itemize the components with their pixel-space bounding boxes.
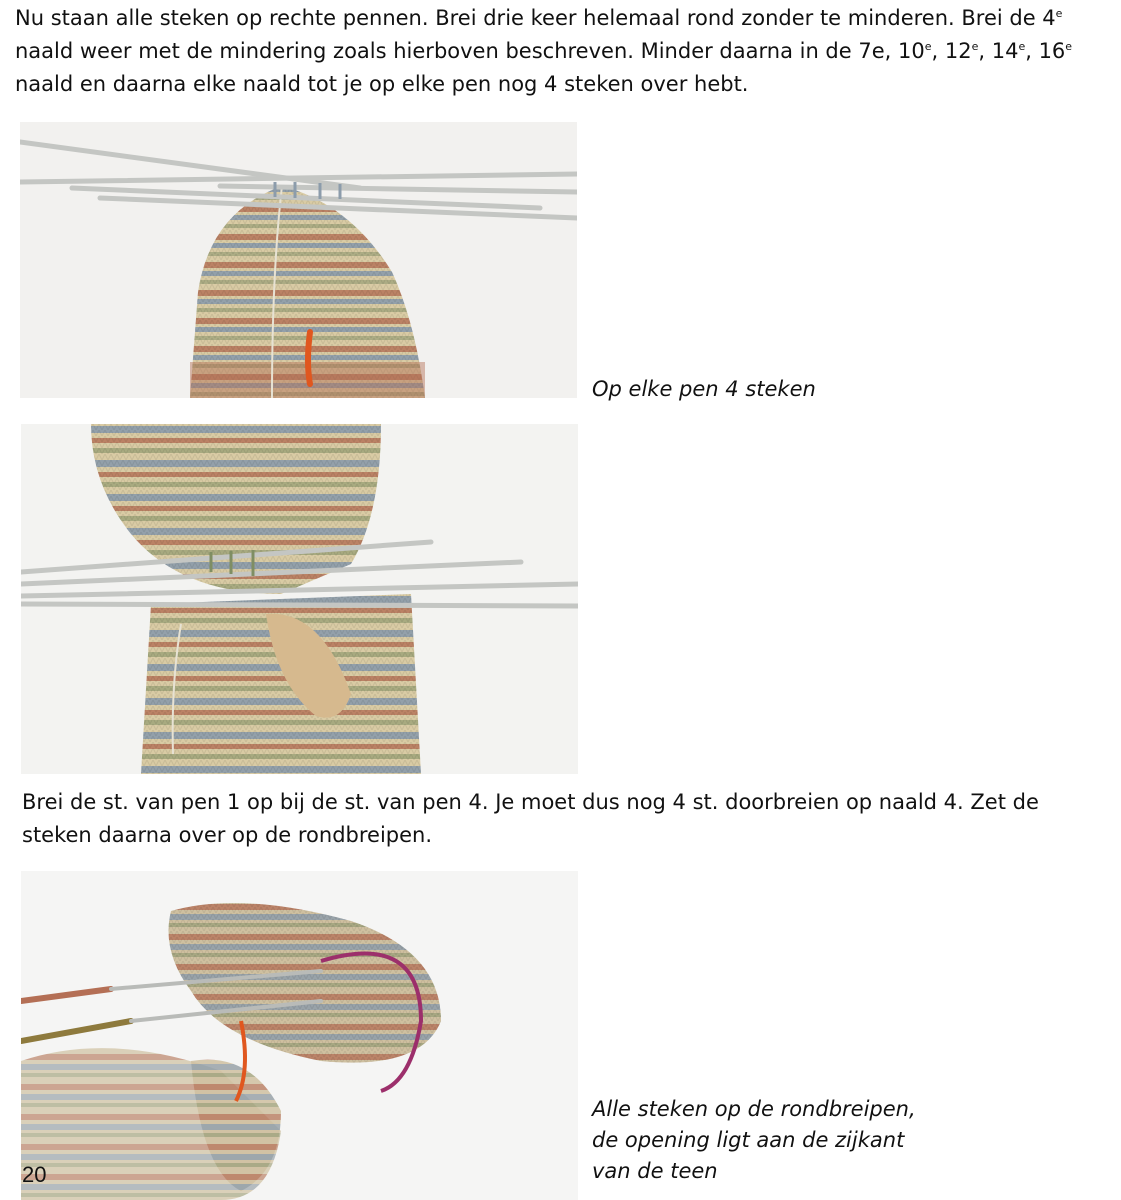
- page-number: 20: [22, 1162, 47, 1187]
- caption-needles-four-stitches: Op elke pen 4 steken: [592, 377, 816, 401]
- text-segment: , 14: [978, 39, 1019, 63]
- text-segment: , 12: [931, 39, 972, 63]
- photo-sock-toe-dpn: [20, 122, 577, 398]
- caption-line: Alle steken op de rondbreipen,: [592, 1097, 916, 1121]
- caption-line: van de teen: [592, 1159, 718, 1183]
- text-segment: Nu staan alle steken op rechte pennen. Brei drie keer helemaal rond zonder te minderen. Brei de 4: [15, 6, 1056, 30]
- text-segment: , 16: [1025, 39, 1066, 63]
- text-segment: naald en daarna elke naald tot je op elke pen nog 4 steken over hebt.: [15, 72, 749, 96]
- text-segment: naald weer met de mindering zoals hierboven beschreven. Minder daarna in de 7e, 10: [15, 39, 925, 63]
- superscript: e: [924, 40, 932, 53]
- instruction-paragraph-1: [15, 2, 1115, 101]
- photo-sock-circular-needles: [21, 871, 578, 1200]
- superscript: e: [1065, 40, 1073, 53]
- superscript: e: [1055, 7, 1063, 20]
- caption-line: de opening ligt aan de zijkant: [592, 1128, 905, 1152]
- superscript: e: [1018, 40, 1026, 53]
- instruction-paragraph-2: Brei de st. van pen 1 op bij de st. van pen 4. Je moet dus nog 4 st. doorbreien op naald 4. Zet de steken daarna over op de rondbreipen.: [22, 790, 1039, 847]
- photo-sock-folded-needles: [21, 424, 578, 774]
- caption-circular-needles: [592, 1094, 952, 1187]
- superscript: e: [971, 40, 979, 53]
